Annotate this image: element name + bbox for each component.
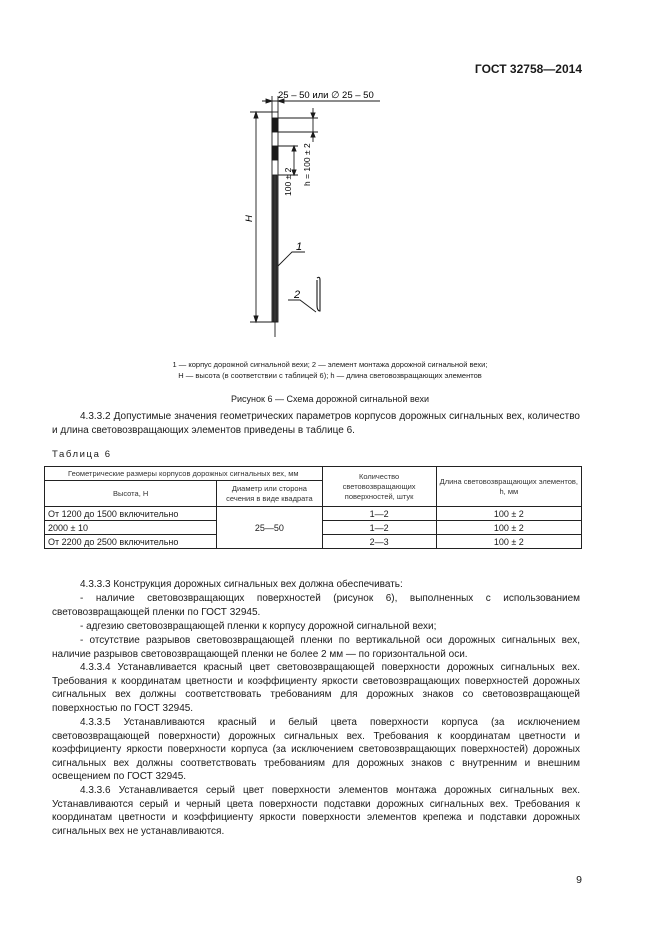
table-cell-length: 100 ± 2 — [436, 507, 581, 521]
paragraph-4-3-3-2 — [52, 410, 580, 437]
bullet-2 — [52, 620, 580, 634]
dim-h-label: h = 100 ± 2 — [302, 143, 312, 186]
table-cell-height: От 1200 до 1500 включительно — [45, 507, 217, 521]
table-header-group: Геометрические размеры корпусов дорожных сигнальных вех, мм — [45, 467, 323, 481]
paragraph-4-3-3-4 — [52, 661, 580, 715]
paragraph-4-3-3-4-text: 4.3.3.4 Устанавливается красный цвет световозвращающей поверхности дорожных сигнальных вех. Требования к координатам цветности и коэффициенту яркости световозвращающих поверхностей дорожных сигнальных вех должны соответствовать требованиям для дорожных знаков со световозвращающей поверхностью по ГОСТ 32945. — [52, 662, 580, 714]
paragraph-4-3-3-3-text: 4.3.3.3 Конструкция дорожных сигнальных вех должна обеспечивать: — [80, 579, 403, 590]
bullet-2-text: - адгезию световозвращающей пленки к корпусу дорожной сигнальной вехи; — [80, 621, 437, 632]
dim-top-arrow-left — [266, 99, 272, 103]
bullet-1 — [52, 592, 580, 619]
figure-6-drawing — [0, 0, 661, 420]
dim-100-label: 100 ± 2 — [283, 167, 293, 196]
dim-H-label: H — [244, 215, 255, 222]
paragraph-4-3-3-3 — [52, 578, 580, 592]
figure-caption: Рисунок 6 — Схема дорожной сигнальной вехи — [231, 394, 429, 404]
bullet-1-text: - наличие световозвращающих поверхностей (рисунок 6), выполненных с использованием световозвращающей пленки по ГОСТ 32945. — [52, 593, 580, 618]
paragraph-4-3-3-6 — [52, 784, 580, 838]
table-header-count: Количество световозвращающих поверхностей, штук — [322, 467, 436, 507]
marker-1-label: 1 — [296, 241, 303, 253]
table-header-height: Высота, H — [45, 481, 217, 507]
table-6 — [44, 466, 582, 549]
table-cell-count: 1—2 — [322, 507, 436, 521]
table-label: Таблица 6 — [52, 449, 112, 460]
reflector-top — [272, 118, 278, 132]
legend-line-1: 1 — корпус дорожной сигнальной вехи; 2 — элемент монтажа дорожной сигнальной вехи; — [172, 360, 488, 369]
bullet-3 — [52, 634, 580, 661]
paragraph-4-3-3-2-text: 4.3.3.2 Допустимые значения геометрических параметров корпусов дорожных сигнальных вех, количество и длина световозвращающих элементов приведены в таблице 6. — [52, 411, 580, 436]
table-cell-count: 1—2 — [322, 521, 436, 535]
dim-top-label: 25 – 50 или ∅ 25 – 50 — [278, 90, 374, 101]
page-number: 9 — [576, 874, 582, 886]
table-header-length: Длина световозвращающих элементов, h, мм — [436, 467, 581, 507]
doc-header-code: ГОСТ 32758—2014 — [474, 62, 582, 76]
reflector-mid — [272, 146, 278, 160]
table-cell-diam: 25—50 — [217, 507, 322, 549]
pole-lower — [273, 175, 277, 322]
table-cell-height: 2000 ± 10 — [45, 521, 217, 535]
table-header-diam: Диаметр или сторона сечения в виде квадрата — [217, 481, 322, 507]
table-cell-height: От 2200 до 2500 включительно — [45, 535, 217, 549]
mounting-element — [317, 277, 320, 311]
paragraph-4-3-3-5 — [52, 716, 580, 784]
table-row — [45, 507, 582, 521]
paragraph-4-3-3-6-text: 4.3.3.6 Устанавливается серый цвет поверхности элементов монтажа дорожных сигнальных вех. Устанавливаются серый и черный цвета поверхности подставки дорожных сигнальных вех. Требования к координатам цветности и коэффициенту яркости поверхности элементов крепежа и подставки дорожных сигнальных вех не устанавливаются. — [52, 785, 580, 837]
table-cell-length: 100 ± 2 — [436, 535, 581, 549]
table-cell-count: 2—3 — [322, 535, 436, 549]
table-cell-length: 100 ± 2 — [436, 521, 581, 535]
marker-2-label: 2 — [294, 289, 301, 301]
leader-2 — [288, 300, 316, 312]
legend-line-2: H — высота (в соответствии с таблицей 6); h — длина световозвращающих элементов — [178, 371, 482, 380]
leader-1 — [278, 252, 305, 266]
bullet-3-text: - отсутствие разрывов световозвращающей пленки по вертикальной оси дорожных сигнальных вех, наличие разрывов световозвращающей пленки не более 2 мм — по горизонтальной оси. — [52, 635, 580, 660]
figure-legend — [80, 359, 580, 381]
paragraph-4-3-3-5-text: 4.3.3.5 Устанавливаются красный и белый цвета поверхности корпуса (за исключением световозвращающей поверхности) дорожных сигнальных вех. Требования к координатам цветности и коэффициенту яркости поверхности корпуса (за исключением световозвращающих поверхностей) дорожных сигнальных вех должны соответствовать требованиям для дорожных знаков с внутренним и внешним освещением по ГОСТ 32945. — [52, 717, 580, 783]
